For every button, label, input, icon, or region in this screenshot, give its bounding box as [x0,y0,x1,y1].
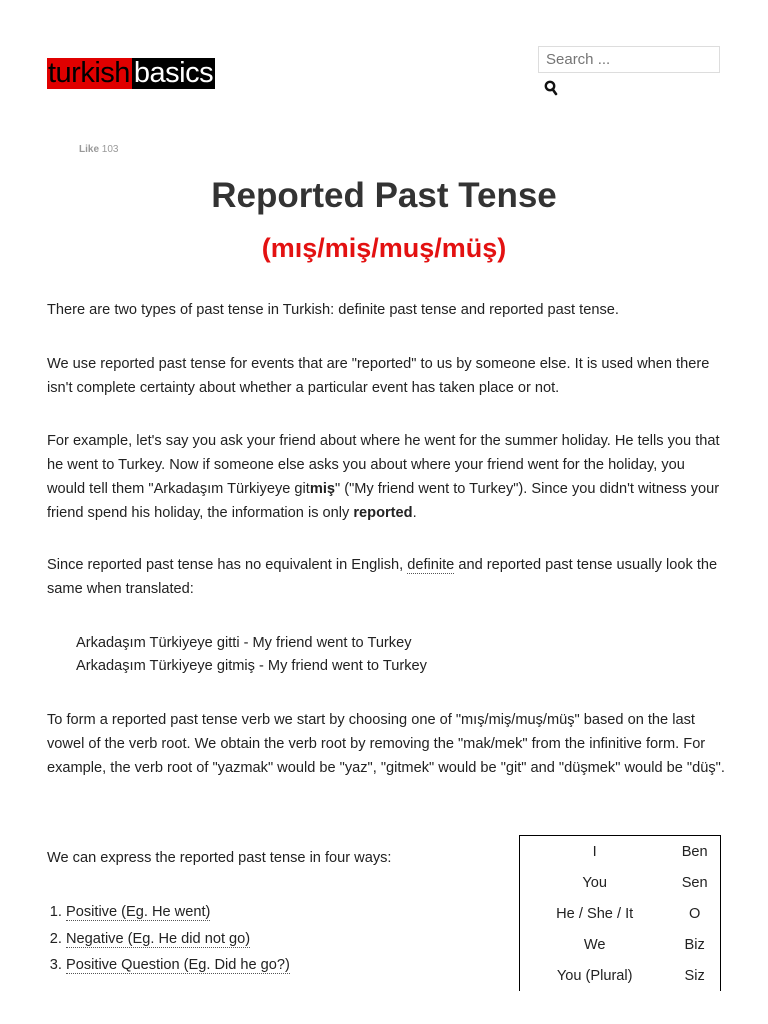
pronoun-tr: Biz [684,936,705,953]
pronoun-en: I [592,843,597,860]
formation-paragraph: To form a reported past tense verb we start by choosing one of "mış/miş/muş/müş" based on the last vowel of the verb root. We obtain the verb root by removing the "mak/mek" from the infinitive form. For example, the verb root of "yazmak" would be "yaz", "gitmek" would be "git" and "düşmek" would be "düş". [47,712,725,776]
ways-intro: We can express the reported past tense in four ways: [47,850,392,866]
pronoun-en: You [582,874,607,891]
ways-list [47,899,290,979]
table-row [520,898,721,929]
pronoun-en: He / She / It [556,905,634,922]
search-input[interactable] [538,46,720,73]
pronoun-en: You (Plural) [556,967,633,984]
pronoun-tr: O [689,905,701,922]
like-label: Like [79,144,100,155]
list-item [66,952,290,979]
pronoun-tr: Ben [681,843,708,860]
negative-link[interactable]: Negative (Eg. He did not go) [66,930,251,947]
like-widget[interactable] [79,144,118,155]
logo-basics: basics [133,57,214,89]
pronoun-tr: Sen [681,874,708,891]
page-title: Reported Past Tense [211,176,557,215]
list-item [66,899,290,926]
table-row [520,960,721,991]
table-row [520,836,721,868]
positive-question-link[interactable]: Positive Question (Eg. Did he go?) [66,957,290,973]
example-line: Arkadaşım Türkiyeye gitmiş - My friend went to Turkey [76,658,427,674]
list-item [66,926,290,953]
site-logo[interactable] [47,58,215,89]
pronoun-en: We [583,936,606,953]
table-row [520,929,721,960]
translation-paragraph: Since reported past tense has no equivalent in English, definite and reported past tense usually look the same when translated: [47,557,718,597]
intro-paragraph: There are two types of past tense in Turkish: definite past tense and reported past tense. [47,302,619,318]
positive-link[interactable]: Positive (Eg. He went) [66,904,211,920]
definite-link[interactable]: definite [407,557,455,573]
table-row [520,867,721,898]
logo-turkish: turkish [48,57,130,89]
pronoun-tr: Siz [684,967,705,984]
search-icon[interactable] [544,80,558,96]
usage-paragraph: We use reported past tense for events that are "reported" to us by someone else. It is used when there isn't complete certainty about whether a particular event has taken place or not. [47,356,710,396]
page-subtitle: (mış/miş/muş/müş) [261,233,507,263]
pronoun-table [519,835,721,991]
example-paragraph: For example, let's say you ask your friend about where he went for the summer holiday. He tells you that he went to Turkey. Now if someone else asks you about where your friend went for the holiday, you would tell them "Arkadaşım Türkiyeye gitmiş" ("My friend went to Turkey"). Since you didn't witness your friend spend his holiday, the information is only reported. [47,433,720,521]
like-count: 103 [101,144,119,155]
example-line: Arkadaşım Türkiyeye gitti - My friend went to Turkey [76,635,412,651]
